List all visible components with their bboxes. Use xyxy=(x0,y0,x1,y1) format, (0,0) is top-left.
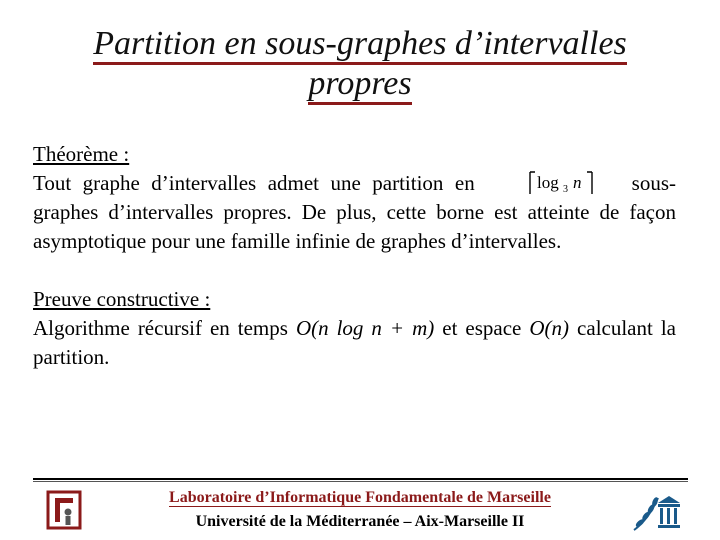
svg-text:n: n xyxy=(573,173,582,192)
theorem-text-before: Tout graphe d’intervalles admet une partition en xyxy=(33,171,475,195)
space-complexity: O(n) xyxy=(529,316,570,340)
time-complexity: O(n log n + m) xyxy=(295,316,435,340)
footer-divider-thin xyxy=(33,481,688,482)
university-laurel-logo-icon xyxy=(628,490,686,534)
theorem-heading: Théorème : xyxy=(33,142,130,166)
svg-text:3: 3 xyxy=(563,184,569,195)
proof-text-middle: et espace xyxy=(442,316,522,340)
slide-title xyxy=(40,24,680,104)
proof-heading: Preuve constructive : xyxy=(33,287,211,311)
svg-text:log: log xyxy=(537,173,559,192)
proof-text-before: Algorithme récursif en temps xyxy=(33,316,288,340)
footer-lab-name: Laboratoire d’Informatique Fondamentale de Marseille xyxy=(169,489,551,506)
title-line-1: Partition en sous-graphes d’intervalles xyxy=(93,25,627,65)
footer-university-name: Université de la Méditerranée – Aix-Marseille II xyxy=(195,513,525,530)
ceil-log3-n-formula xyxy=(526,171,596,195)
proof-text xyxy=(33,314,676,372)
footer-divider xyxy=(33,478,688,480)
lif-logo-icon xyxy=(46,490,82,530)
theorem-text-after: sous-graphes d’intervalles propres. De plus, cette borne est atteinte de façon asymptotique pour une famille infinie de graphes d’intervalles. xyxy=(33,171,676,253)
title-line-2: propres xyxy=(308,65,411,105)
proof-text-after: calculant la partition. xyxy=(33,316,676,369)
theorem-text xyxy=(33,169,676,256)
slide-body xyxy=(33,140,676,372)
